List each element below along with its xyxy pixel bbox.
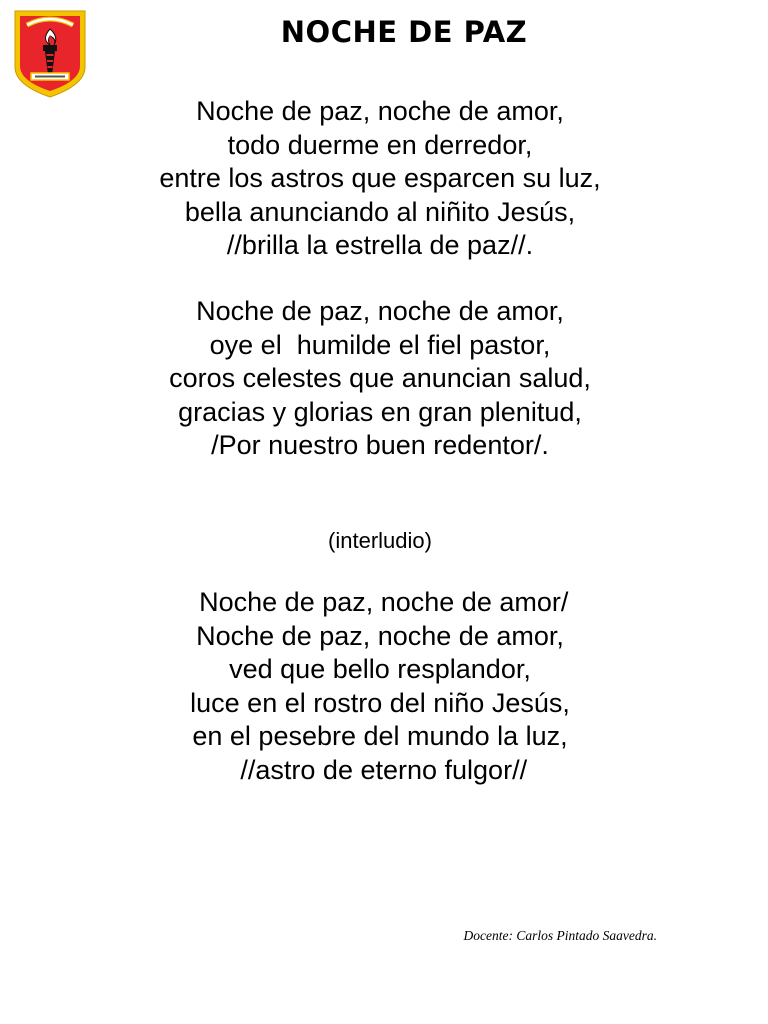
lyric-line: /Por nuestro buen redentor/. xyxy=(211,430,549,460)
lyric-line: oye el humilde el fiel pastor, xyxy=(209,329,551,360)
lyric-line: //astro de eterno fulgor// xyxy=(232,754,528,785)
lyric-line: //brilla la estrella de paz//. xyxy=(226,230,534,260)
lyric-line: todo duerme en derredor, xyxy=(227,129,533,160)
teacher-credit: Docente: Carlos Pintado Saavedra. xyxy=(463,928,657,943)
lyric-line: luce en el rostro del niño Jesús, xyxy=(190,687,570,718)
page-title: NOCHE DE PAZ xyxy=(280,15,528,49)
interlude-label: (interludio) xyxy=(328,528,432,553)
lyric-line: Noche de paz, noche de amor, xyxy=(196,96,564,126)
verse-3 xyxy=(0,586,760,787)
lyric-line: Noche de paz, noche de amor, xyxy=(196,620,564,651)
lyric-line: entre los astros que esparcen su luz, xyxy=(159,163,601,193)
lyric-line: ved que bello resplandor, xyxy=(229,654,531,684)
verse-1 xyxy=(0,95,760,263)
verse-2 xyxy=(0,295,760,463)
lyric-line: coros celestes que anuncian salud, xyxy=(169,363,591,393)
lyric-line: Noche de paz, noche de amor/ xyxy=(191,587,569,617)
lyric-line: Noche de paz, noche de amor, xyxy=(196,296,564,326)
lyric-line: en el pesebre del mundo la luz, xyxy=(192,721,568,751)
lyric-line: bella anunciando al niñito Jesús, xyxy=(184,196,576,227)
lyric-line: gracias y glorias en gran plenitud, xyxy=(178,396,582,427)
